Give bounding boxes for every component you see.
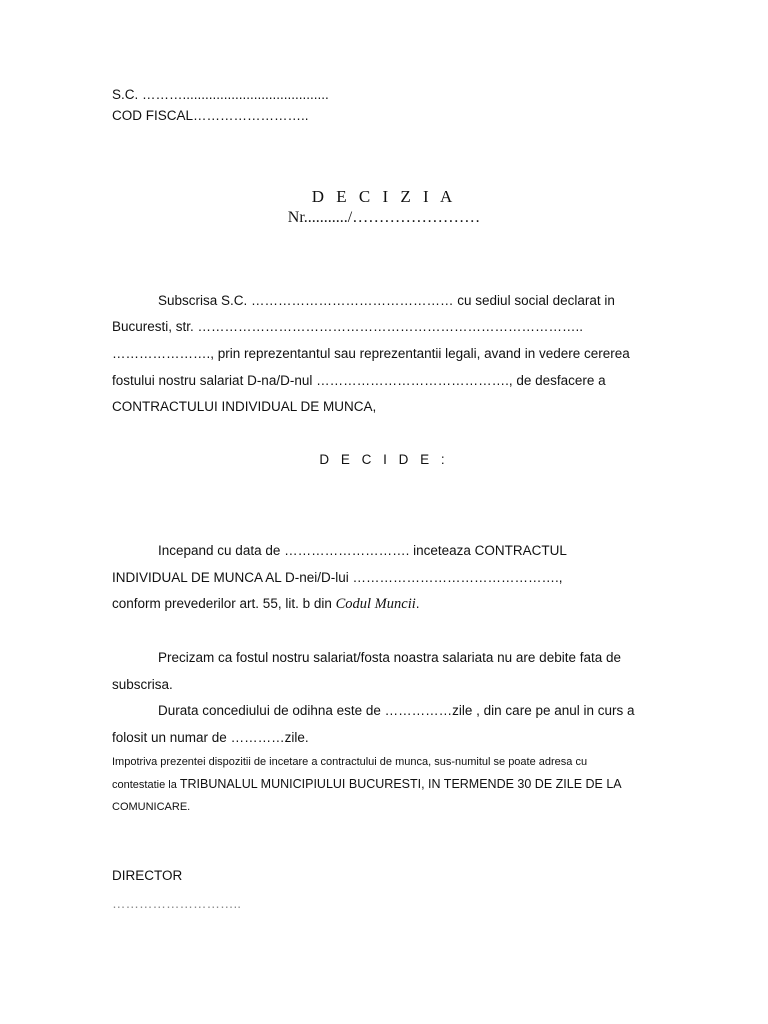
- company-name-line: S.C. ……….......................................: [112, 87, 329, 102]
- signature-line: ………………………..: [112, 896, 242, 911]
- intro-line-3: …………………., prin reprezentantul sau reprezentantii legali, avand in vedere cererea: [112, 346, 630, 361]
- signature-role: DIRECTOR: [112, 868, 183, 883]
- decision-line-3: [112, 595, 420, 613]
- decision-line-3-text: conform prevederilor art. 55, lit. b din: [112, 596, 336, 611]
- intro-line-1: Subscrisa S.C. ……………………………………… cu sediul social declarat in: [158, 293, 615, 308]
- mentions-line-3: Durata concediului de odihna este de ……………zile , din care pe anul in curs a: [158, 703, 635, 718]
- appeal-line-3: COMUNICARE.: [112, 801, 191, 813]
- mentions-line-1: Precizam ca fostul nostru salariat/fosta noastra salariata nu are debite fata de: [158, 650, 622, 665]
- intro-line-2: Bucuresti, str. …………………………………………………………………………..: [112, 319, 584, 334]
- mentions-line-4: folosit un numar de …………zile.: [112, 730, 309, 745]
- decision-line-3-end: .: [415, 596, 420, 611]
- decision-number: Nr.........../……………………: [287, 209, 481, 226]
- mentions-line-2: subscrisa.: [112, 677, 173, 692]
- decision-line-2: INDIVIDUAL DE MUNCA AL D-nei/D-lui ……………………………………….,: [112, 570, 563, 585]
- intro-line-4: fostului nostru salariat D-na/D-nul ……………………………………., de desfacere a: [112, 373, 606, 388]
- codul-muncii-reference: Codul Muncii: [335, 596, 416, 612]
- appeal-line-1: Impotriva prezentei dispozitii de incetare a contractului de munca, sus-numitul se poate adresa cu: [112, 756, 588, 768]
- decision-line-1: Incepand cu data de ………………………. inceteaza CONTRACTUL: [158, 543, 567, 558]
- document-title: D E C I Z I A: [311, 187, 457, 206]
- tribunal-reference: TRIBUNALUL MUNICIPIULUI BUCURESTI, IN TERMENDE 30 DE ZILE DE LA: [179, 777, 622, 791]
- intro-line-5: CONTRACTULUI INDIVIDUAL DE MUNCA,: [112, 399, 377, 414]
- decide-heading: D E C I D E :: [319, 452, 449, 467]
- fiscal-code-line: COD FISCAL……………………..: [112, 108, 309, 123]
- appeal-line-2: [112, 777, 622, 792]
- appeal-line-2-text: contestatie la: [112, 779, 180, 791]
